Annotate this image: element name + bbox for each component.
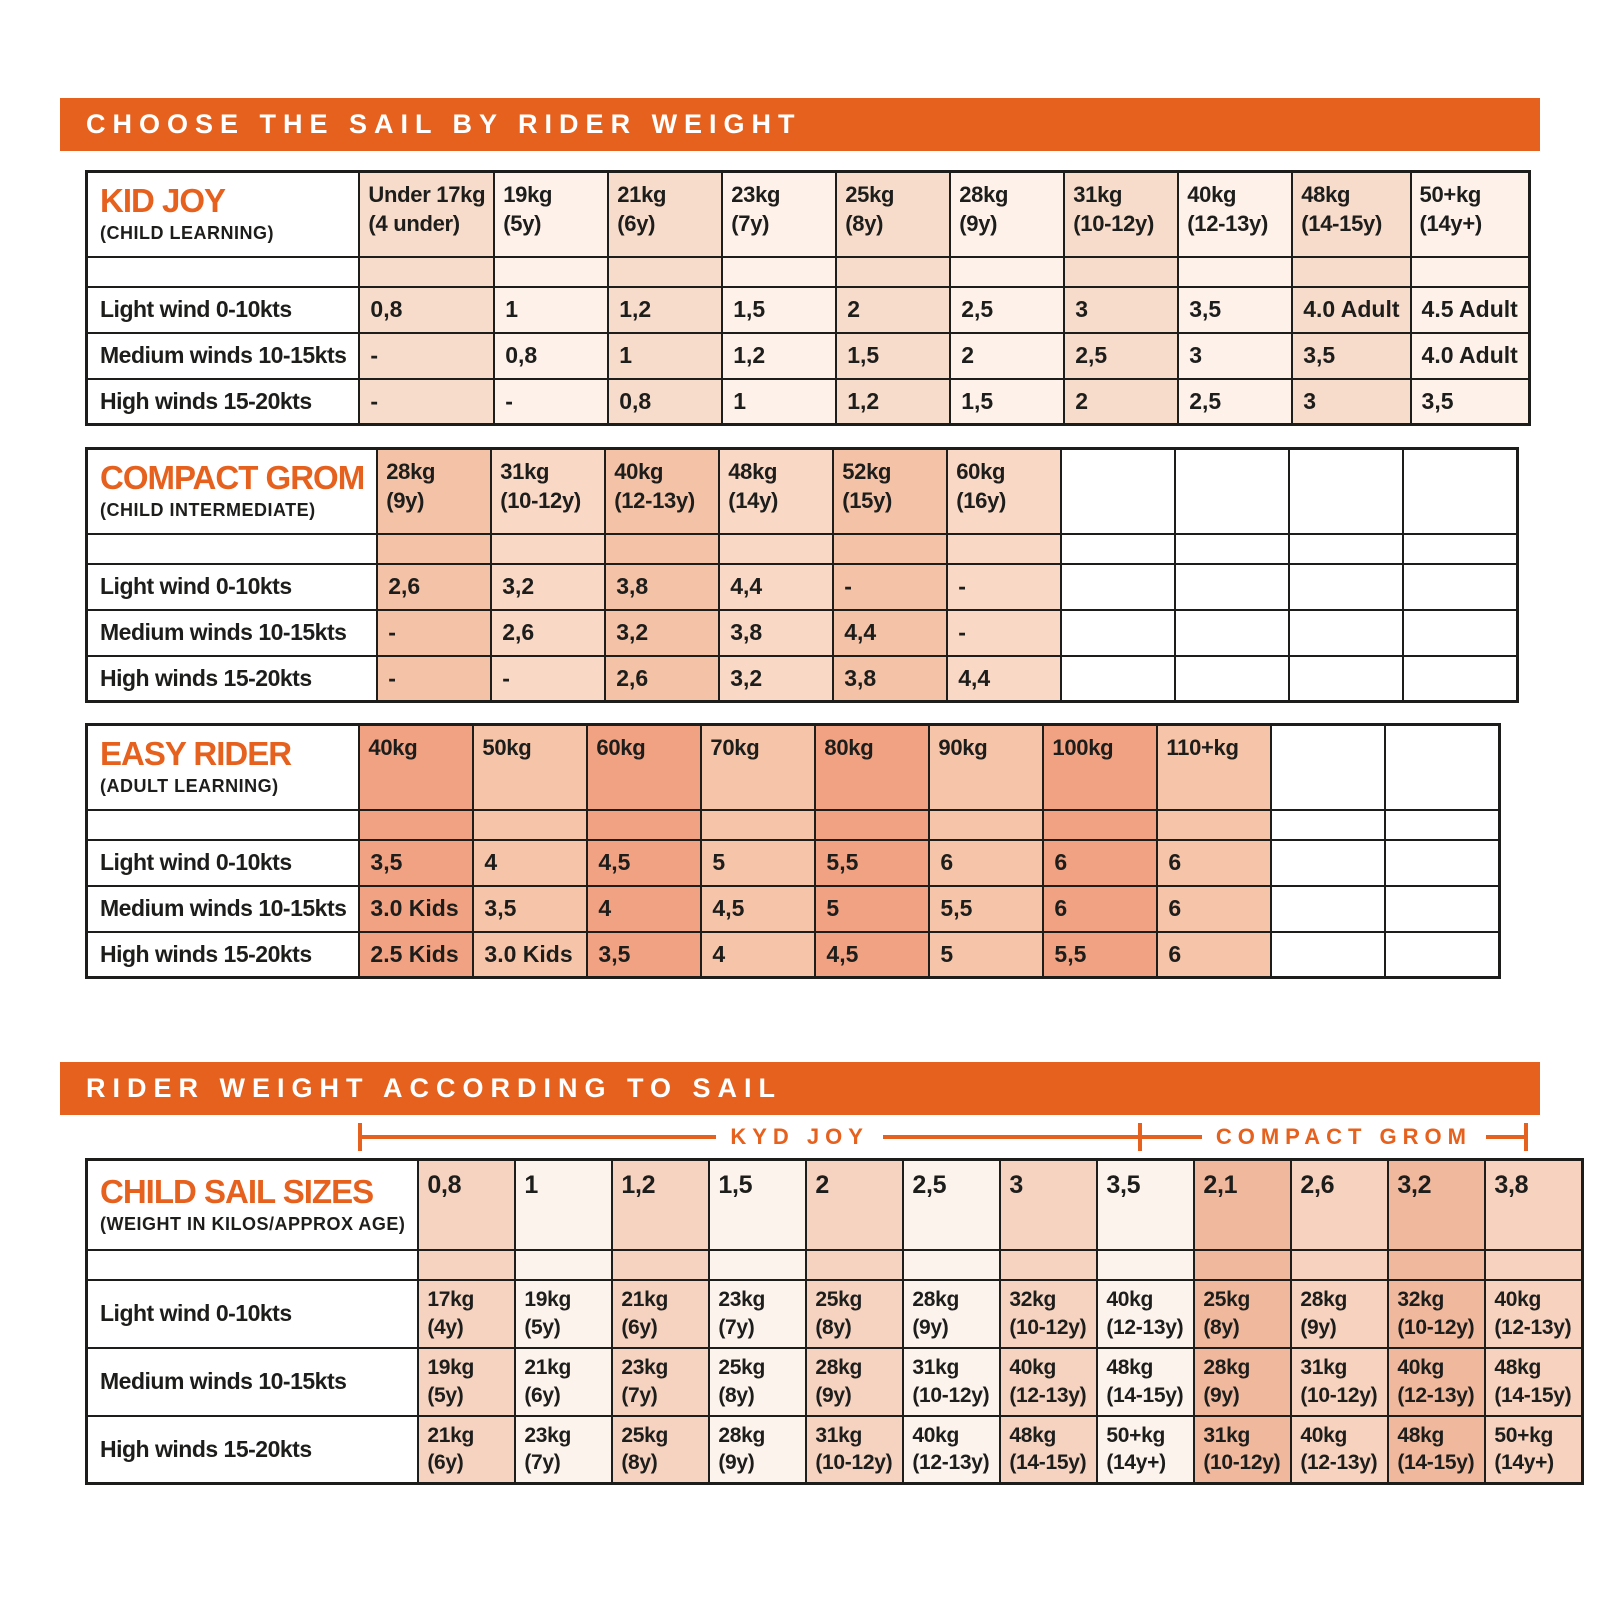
sail-size-cell: 1,5 bbox=[950, 379, 1064, 425]
spacer-cell bbox=[1178, 257, 1292, 287]
sail-size-column-header: 1,5 bbox=[709, 1160, 806, 1250]
sail-size-cell: 1 bbox=[608, 333, 722, 379]
spacer-cell bbox=[1388, 1250, 1485, 1280]
sail-size-cell: - bbox=[377, 656, 491, 702]
sail-size-cell: 6 bbox=[1157, 840, 1271, 886]
sail-size-cell bbox=[1271, 886, 1385, 932]
weight-column-header bbox=[1289, 449, 1403, 534]
spacer-cell bbox=[1061, 534, 1175, 564]
spacer-cell bbox=[87, 534, 378, 564]
sail-size-cell: 0,8 bbox=[608, 379, 722, 425]
weight-column-header bbox=[1385, 725, 1499, 810]
spacer-cell bbox=[1175, 534, 1289, 564]
sail-size-cell: 3,5 bbox=[473, 886, 587, 932]
section-title: RIDER WEIGHT ACCORDING TO SAIL bbox=[86, 1073, 782, 1103]
weight-column-header: 52kg (15y) bbox=[833, 449, 947, 534]
wind-row-label: Medium winds 10-15kts bbox=[87, 610, 378, 656]
weight-column-header: 25kg (8y) bbox=[836, 172, 950, 257]
sail-size-cell: 4.0 Adult bbox=[1292, 287, 1410, 333]
weight-column-header: 50kg bbox=[473, 725, 587, 810]
spacer-cell bbox=[1194, 1250, 1291, 1280]
weight-column-header: 40kg (12-13y) bbox=[1178, 172, 1292, 257]
spacer-cell bbox=[418, 1250, 515, 1280]
sail-size-column-header: 0,8 bbox=[418, 1160, 515, 1250]
weight-column-header: 70kg bbox=[701, 725, 815, 810]
kid-joy-title-cell bbox=[87, 172, 360, 257]
sail-size-cell: 2 bbox=[950, 333, 1064, 379]
sail-size-cell: 1,5 bbox=[722, 287, 836, 333]
spacer-cell bbox=[1385, 810, 1499, 840]
wind-row-label: Light wind 0-10kts bbox=[87, 564, 378, 610]
sail-size-cell: - bbox=[947, 564, 1061, 610]
rider-weight-cell: 48kg (14-15y) bbox=[1000, 1416, 1097, 1484]
spacer-cell bbox=[1271, 810, 1385, 840]
sail-range-bracket bbox=[358, 1121, 1528, 1153]
sail-size-cell bbox=[1175, 656, 1289, 702]
rider-weight-cell: 31kg (10-12y) bbox=[1291, 1348, 1388, 1416]
rider-weight-cell: 31kg (10-12y) bbox=[1194, 1416, 1291, 1484]
wind-row-label: Light wind 0-10kts bbox=[87, 840, 360, 886]
rider-weight-cell: 40kg (12-13y) bbox=[1097, 1280, 1194, 1348]
child-sail-sizes-title: CHILD SAIL SIZES bbox=[100, 1172, 374, 1210]
sail-size-cell: 4,4 bbox=[947, 656, 1061, 702]
sail-size-cell: 5 bbox=[815, 886, 929, 932]
rider-weight-cell: 23kg (7y) bbox=[515, 1416, 612, 1484]
sail-size-column-header: 1 bbox=[515, 1160, 612, 1250]
sail-size-cell bbox=[1271, 932, 1385, 978]
weight-column-header bbox=[1403, 449, 1517, 534]
compact-grom-subtitle: (CHILD INTERMEDIATE) bbox=[100, 500, 316, 521]
sail-size-cell: 3,5 bbox=[1178, 287, 1292, 333]
sail-size-cell: 6 bbox=[1157, 932, 1271, 978]
rider-weight-cell: 40kg (12-13y) bbox=[1000, 1348, 1097, 1416]
sail-size-column-header: 3,5 bbox=[1097, 1160, 1194, 1250]
spacer-cell bbox=[359, 257, 494, 287]
bracket-line bbox=[883, 1135, 1138, 1139]
spacer-cell bbox=[815, 810, 929, 840]
rider-weight-cell: 40kg (12-13y) bbox=[1388, 1348, 1485, 1416]
sail-size-cell: 4 bbox=[701, 932, 815, 978]
weight-column-header: 31kg (10-12y) bbox=[1064, 172, 1178, 257]
sail-size-cell: 3.0 Kids bbox=[473, 932, 587, 978]
sail-size-cell bbox=[1385, 840, 1499, 886]
weight-column-header: 80kg bbox=[815, 725, 929, 810]
sail-size-cell bbox=[1289, 656, 1403, 702]
sail-size-cell: 1,2 bbox=[836, 379, 950, 425]
sail-size-cell: 6 bbox=[1043, 840, 1157, 886]
rider-weight-cell: 23kg (7y) bbox=[709, 1280, 806, 1348]
sail-size-cell: 0,8 bbox=[494, 333, 608, 379]
sail-size-cell: 3,5 bbox=[1411, 379, 1530, 425]
sail-size-cell: 3,2 bbox=[719, 656, 833, 702]
kyd-joy-bracket-label: KYD JOY bbox=[730, 1124, 869, 1149]
table-compact-grom bbox=[85, 447, 1519, 703]
sail-size-cell: 3,2 bbox=[491, 564, 605, 610]
sail-size-cell: 2.5 Kids bbox=[359, 932, 473, 978]
weight-column-header: 90kg bbox=[929, 725, 1043, 810]
sail-size-cell bbox=[1061, 564, 1175, 610]
weight-column-header: 31kg (10-12y) bbox=[491, 449, 605, 534]
sail-size-cell: 4.5 Adult bbox=[1411, 287, 1530, 333]
child-sail-sizes-subtitle: (WEIGHT IN KILOS/APPROX AGE) bbox=[100, 1213, 406, 1234]
sail-size-cell: 0,8 bbox=[359, 287, 494, 333]
rider-weight-cell: 48kg (14-15y) bbox=[1388, 1416, 1485, 1484]
compact-grom-bracket-label: COMPACT GROM bbox=[1215, 1124, 1472, 1149]
sail-size-cell: 3.0 Kids bbox=[359, 886, 473, 932]
wind-row-label: High winds 15-20kts bbox=[87, 379, 360, 425]
spacer-cell bbox=[719, 534, 833, 564]
sail-size-cell: 2,5 bbox=[950, 287, 1064, 333]
weight-column-header: 40kg bbox=[359, 725, 473, 810]
spacer-cell bbox=[1097, 1250, 1194, 1280]
sail-size-cell: 4 bbox=[587, 886, 701, 932]
sail-size-column-header: 2 bbox=[806, 1160, 903, 1250]
sail-size-cell: 4.0 Adult bbox=[1411, 333, 1530, 379]
wind-row-label: Light wind 0-10kts bbox=[87, 1280, 419, 1348]
rider-weight-cell: 28kg (9y) bbox=[806, 1348, 903, 1416]
spacer-cell bbox=[1291, 1250, 1388, 1280]
weight-column-header: 21kg (6y) bbox=[608, 172, 722, 257]
bracket-line bbox=[1142, 1135, 1202, 1139]
wind-row-label: Light wind 0-10kts bbox=[87, 287, 360, 333]
rider-weight-cell: 19kg (5y) bbox=[418, 1348, 515, 1416]
sail-size-cell bbox=[1385, 932, 1499, 978]
rider-weight-cell: 21kg (6y) bbox=[418, 1416, 515, 1484]
sail-size-cell: 3,5 bbox=[1292, 333, 1410, 379]
rider-weight-cell: 31kg (10-12y) bbox=[903, 1348, 1000, 1416]
sail-size-cell: 5 bbox=[929, 932, 1043, 978]
spacer-cell bbox=[1043, 810, 1157, 840]
section-title: CHOOSE THE SAIL BY RIDER WEIGHT bbox=[86, 109, 802, 139]
rider-weight-cell: 21kg (6y) bbox=[515, 1348, 612, 1416]
sail-size-cell bbox=[1061, 656, 1175, 702]
kid-joy-title: KID JOY bbox=[100, 182, 226, 220]
sail-size-cell: 1 bbox=[494, 287, 608, 333]
spacer-cell bbox=[515, 1250, 612, 1280]
sail-size-cell: 4,5 bbox=[815, 932, 929, 978]
bracket-tick-icon bbox=[1524, 1123, 1528, 1151]
weight-column-header: 23kg (7y) bbox=[722, 172, 836, 257]
sail-size-cell: 5,5 bbox=[815, 840, 929, 886]
spacer-cell bbox=[929, 810, 1043, 840]
sail-size-column-header: 3,8 bbox=[1485, 1160, 1582, 1250]
bracket-line bbox=[362, 1135, 716, 1139]
wind-row-label: Medium winds 10-15kts bbox=[87, 886, 360, 932]
sail-size-column-header: 1,2 bbox=[612, 1160, 709, 1250]
sail-size-cell: 5,5 bbox=[1043, 932, 1157, 978]
rider-weight-cell: 23kg (7y) bbox=[612, 1348, 709, 1416]
weight-column-header bbox=[1061, 449, 1175, 534]
weight-column-header: 100kg bbox=[1043, 725, 1157, 810]
spacer-cell bbox=[87, 1250, 419, 1280]
sail-size-cell bbox=[1271, 840, 1385, 886]
spacer-cell bbox=[605, 534, 719, 564]
wind-row-label: Medium winds 10-15kts bbox=[87, 333, 360, 379]
sail-size-cell: 5,5 bbox=[929, 886, 1043, 932]
easy-rider-subtitle: (ADULT LEARNING) bbox=[100, 776, 279, 797]
sail-size-cell: 4,5 bbox=[587, 840, 701, 886]
weight-column-header: Under 17kg (4 under) bbox=[359, 172, 494, 257]
rider-weight-cell: 21kg (6y) bbox=[612, 1280, 709, 1348]
spacer-cell bbox=[377, 534, 491, 564]
rider-weight-cell: 32kg (10-12y) bbox=[1388, 1280, 1485, 1348]
rider-weight-cell: 40kg (12-13y) bbox=[1291, 1416, 1388, 1484]
spacer-cell bbox=[491, 534, 605, 564]
easy-rider-title-cell bbox=[87, 725, 360, 810]
table-easy-rider bbox=[85, 723, 1501, 979]
sail-size-cell: - bbox=[359, 333, 494, 379]
weight-column-header bbox=[1271, 725, 1385, 810]
sail-size-cell: 3,8 bbox=[605, 564, 719, 610]
rider-weight-cell: 48kg (14-15y) bbox=[1097, 1348, 1194, 1416]
rider-weight-cell: 48kg (14-15y) bbox=[1485, 1348, 1582, 1416]
compact-grom-title: COMPACT GROM bbox=[100, 459, 365, 497]
sail-size-cell bbox=[1289, 564, 1403, 610]
spacer-cell bbox=[950, 257, 1064, 287]
spacer-cell bbox=[359, 810, 473, 840]
rider-weight-cell: 50+kg (14y+) bbox=[1485, 1416, 1582, 1484]
weight-column-header: 48kg (14-15y) bbox=[1292, 172, 1410, 257]
rider-weight-cell: 25kg (8y) bbox=[806, 1280, 903, 1348]
sail-size-cell: - bbox=[359, 379, 494, 425]
sail-size-cell bbox=[1175, 564, 1289, 610]
sail-size-cell: 2,6 bbox=[491, 610, 605, 656]
rider-weight-cell: 28kg (9y) bbox=[1291, 1280, 1388, 1348]
sail-size-cell: 1,2 bbox=[722, 333, 836, 379]
spacer-cell bbox=[1064, 257, 1178, 287]
rider-weight-cell: 19kg (5y) bbox=[515, 1280, 612, 1348]
sail-size-cell bbox=[1289, 610, 1403, 656]
bracket-line bbox=[1486, 1135, 1524, 1139]
sail-size-cell: 6 bbox=[1043, 886, 1157, 932]
sail-size-cell: - bbox=[494, 379, 608, 425]
weight-column-header: 50+kg (14y+) bbox=[1411, 172, 1530, 257]
section-header-rider-weight bbox=[60, 1062, 1540, 1115]
rider-weight-cell: 25kg (8y) bbox=[709, 1348, 806, 1416]
sail-size-cell: - bbox=[491, 656, 605, 702]
sail-size-cell: 3,5 bbox=[359, 840, 473, 886]
spacer-cell bbox=[1157, 810, 1271, 840]
compact-grom-bracket-group bbox=[1138, 1121, 1528, 1153]
spacer-cell bbox=[1485, 1250, 1582, 1280]
sail-size-cell: 3,2 bbox=[605, 610, 719, 656]
sail-size-cell: 2,5 bbox=[1064, 333, 1178, 379]
sail-size-cell: 2 bbox=[836, 287, 950, 333]
sail-size-cell bbox=[1403, 656, 1517, 702]
rider-weight-cell: 25kg (8y) bbox=[612, 1416, 709, 1484]
rider-weight-cell: 31kg (10-12y) bbox=[806, 1416, 903, 1484]
sail-size-cell: 3 bbox=[1178, 333, 1292, 379]
spacer-cell bbox=[608, 257, 722, 287]
rider-weight-cell: 32kg (10-12y) bbox=[1000, 1280, 1097, 1348]
sail-size-cell: 4,4 bbox=[719, 564, 833, 610]
spacer-cell bbox=[87, 257, 360, 287]
rider-weight-cell: 17kg (4y) bbox=[418, 1280, 515, 1348]
sail-size-cell: 1,2 bbox=[608, 287, 722, 333]
sail-size-cell: 3,5 bbox=[587, 932, 701, 978]
rider-weight-cell: 40kg (12-13y) bbox=[1485, 1280, 1582, 1348]
rider-weight-cell: 40kg (12-13y) bbox=[903, 1416, 1000, 1484]
weight-column-header: 48kg (14y) bbox=[719, 449, 833, 534]
spacer-cell bbox=[709, 1250, 806, 1280]
sail-size-cell: 2,6 bbox=[377, 564, 491, 610]
rider-weight-cell: 50+kg (14y+) bbox=[1097, 1416, 1194, 1484]
sail-size-cell: 4,5 bbox=[701, 886, 815, 932]
wind-row-label: High winds 15-20kts bbox=[87, 1416, 419, 1484]
rider-weight-cell: 28kg (9y) bbox=[903, 1280, 1000, 1348]
sail-size-column-header: 2,6 bbox=[1291, 1160, 1388, 1250]
kyd-joy-bracket-group bbox=[358, 1121, 1138, 1153]
sail-size-column-header: 3 bbox=[1000, 1160, 1097, 1250]
spacer-cell bbox=[612, 1250, 709, 1280]
sail-size-cell: 4,4 bbox=[833, 610, 947, 656]
spacer-cell bbox=[1403, 534, 1517, 564]
weight-column-header: 28kg (9y) bbox=[377, 449, 491, 534]
sail-size-cell: 5 bbox=[701, 840, 815, 886]
compact-grom-title-cell bbox=[87, 449, 378, 534]
sail-size-cell: 3 bbox=[1064, 287, 1178, 333]
weight-column-header: 60kg (16y) bbox=[947, 449, 1061, 534]
sail-size-cell: 6 bbox=[929, 840, 1043, 886]
sail-size-cell bbox=[1061, 610, 1175, 656]
spacer-cell bbox=[473, 810, 587, 840]
spacer-cell bbox=[722, 257, 836, 287]
sail-size-cell: 2,5 bbox=[1178, 379, 1292, 425]
spacer-cell bbox=[833, 534, 947, 564]
sail-size-cell: 1,5 bbox=[836, 333, 950, 379]
sail-size-cell: 1 bbox=[722, 379, 836, 425]
sail-size-cell bbox=[1175, 610, 1289, 656]
sail-size-cell: - bbox=[947, 610, 1061, 656]
child-sail-sizes-title-cell bbox=[87, 1160, 419, 1250]
sail-size-cell bbox=[1403, 564, 1517, 610]
section-header-choose-sail bbox=[60, 98, 1540, 151]
weight-column-header: 19kg (5y) bbox=[494, 172, 608, 257]
weight-column-header: 28kg (9y) bbox=[950, 172, 1064, 257]
sail-size-column-header: 2,5 bbox=[903, 1160, 1000, 1250]
spacer-cell bbox=[806, 1250, 903, 1280]
spacer-cell bbox=[1292, 257, 1410, 287]
spacer-cell bbox=[701, 810, 815, 840]
spacer-cell bbox=[587, 810, 701, 840]
sail-size-cell: 3,8 bbox=[833, 656, 947, 702]
spacer-cell bbox=[947, 534, 1061, 564]
spacer-cell bbox=[1289, 534, 1403, 564]
sail-size-cell: - bbox=[833, 564, 947, 610]
easy-rider-title: EASY RIDER bbox=[100, 735, 292, 773]
spacer-cell bbox=[494, 257, 608, 287]
spacer-cell bbox=[1411, 257, 1530, 287]
sail-size-cell: 3 bbox=[1292, 379, 1410, 425]
weight-column-header: 40kg (12-13y) bbox=[605, 449, 719, 534]
sail-size-cell: 2,6 bbox=[605, 656, 719, 702]
wind-row-label: High winds 15-20kts bbox=[87, 656, 378, 702]
rider-weight-cell: 28kg (9y) bbox=[709, 1416, 806, 1484]
sail-size-cell: 2 bbox=[1064, 379, 1178, 425]
sail-size-column-header: 3,2 bbox=[1388, 1160, 1485, 1250]
kid-joy-subtitle: (CHILD LEARNING) bbox=[100, 223, 274, 244]
sail-size-cell bbox=[1385, 886, 1499, 932]
rider-weight-cell: 25kg (8y) bbox=[1194, 1280, 1291, 1348]
wind-row-label: Medium winds 10-15kts bbox=[87, 1348, 419, 1416]
sail-size-cell: 4 bbox=[473, 840, 587, 886]
sail-size-cell: - bbox=[377, 610, 491, 656]
spacer-cell bbox=[87, 810, 360, 840]
wind-row-label: High winds 15-20kts bbox=[87, 932, 360, 978]
table-kid-joy bbox=[85, 170, 1531, 426]
spacer-cell bbox=[836, 257, 950, 287]
weight-column-header: 110+kg bbox=[1157, 725, 1271, 810]
table-child-sail-sizes bbox=[85, 1158, 1584, 1485]
rider-weight-cell: 28kg (9y) bbox=[1194, 1348, 1291, 1416]
spacer-cell bbox=[1000, 1250, 1097, 1280]
spacer-cell bbox=[903, 1250, 1000, 1280]
sail-size-cell: 6 bbox=[1157, 886, 1271, 932]
weight-column-header: 60kg bbox=[587, 725, 701, 810]
weight-column-header bbox=[1175, 449, 1289, 534]
sail-size-cell bbox=[1403, 610, 1517, 656]
sail-size-column-header: 2,1 bbox=[1194, 1160, 1291, 1250]
sail-size-cell: 3,8 bbox=[719, 610, 833, 656]
